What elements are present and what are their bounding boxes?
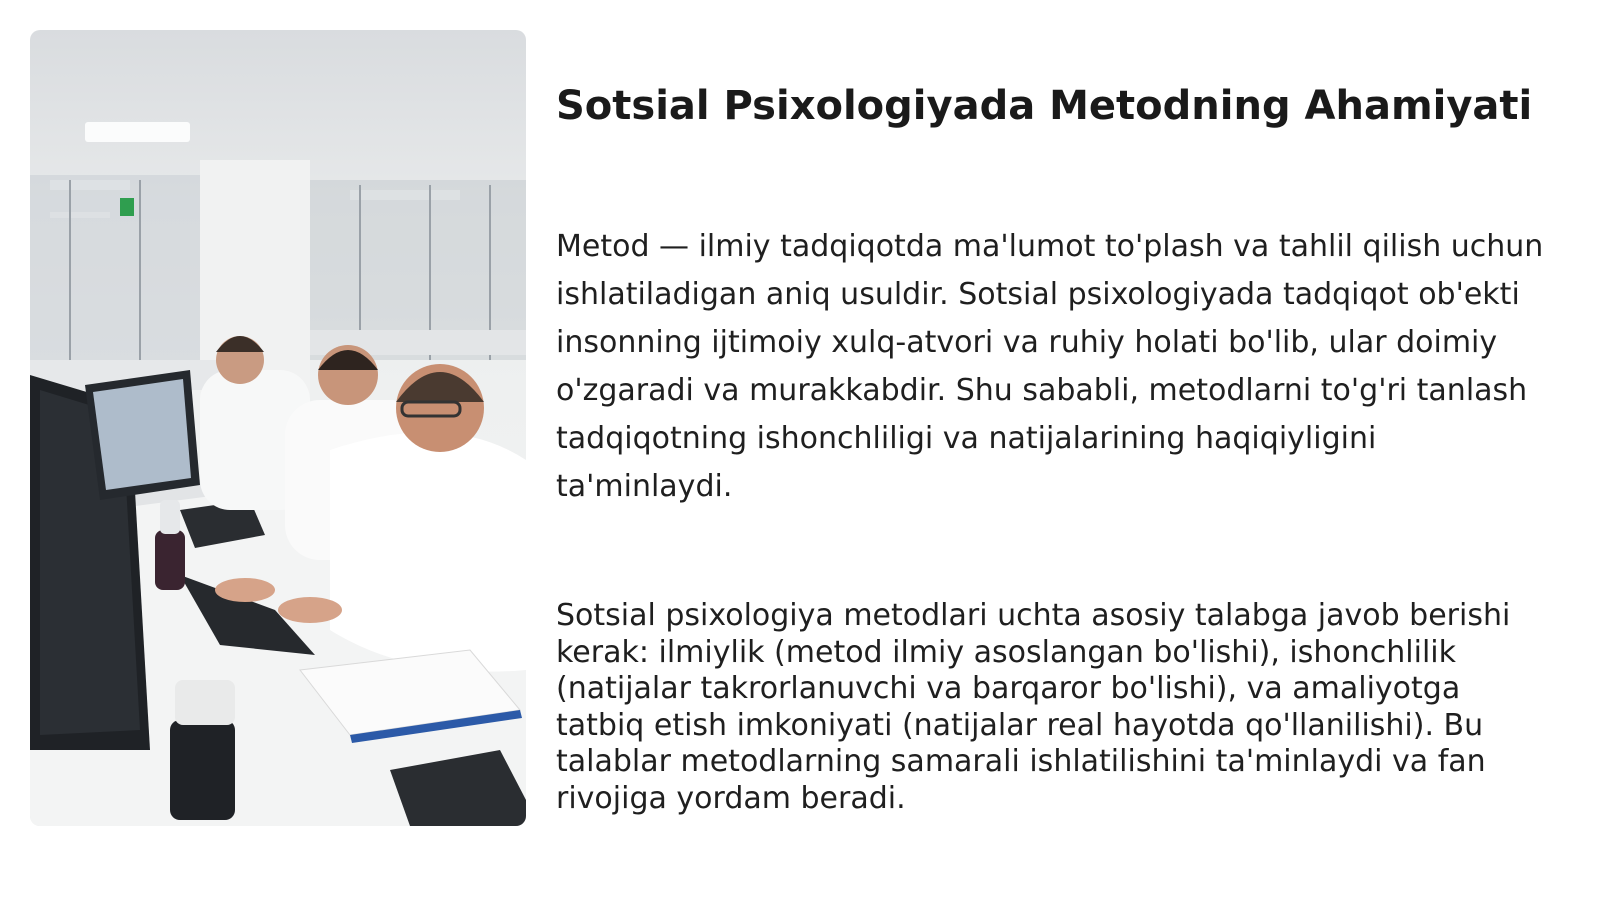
office-researchers-photo [30,30,526,826]
paragraph-method-definition: Metod — ilmiy tadqiqotda ma'lumot to'plash va tahlil qilish uchun ishlatiladigan aniq usuldir. Sotsial psixologiyada tadqiqot ob'ekti insonning ijtimoiy xulq-atvori va ruhiy holati bo'lib, ular doimiy o'zgaradi va murakkabdir. Shu sababli, metodlarni to'g'ri tanlash tadqiqotning ishonchliligi va natijalarining haqiqiyligini ta'minlaydi. [556,229,1544,504]
slide-title: Sotsial Psixologiyada Metodning Ahamiyati [556,83,1533,129]
paragraph-method-requirements: Sotsial psixologiya metodlari uchta asosiy talabga javob berishi kerak: ilmiylik (metod ilmiy asoslangan bo'lishi), ishonchlilik (natijalar takrorlanuvchi va barqaror bo'lishi), va amaliyotga tatbiq etish imkoniyati (natijalar real hayotda qo'llanilishi). Bu talablar metodlarning samarali ishlatilishini ta'minlaydi va fan rivojiga yordam beradi. [556,598,1511,816]
